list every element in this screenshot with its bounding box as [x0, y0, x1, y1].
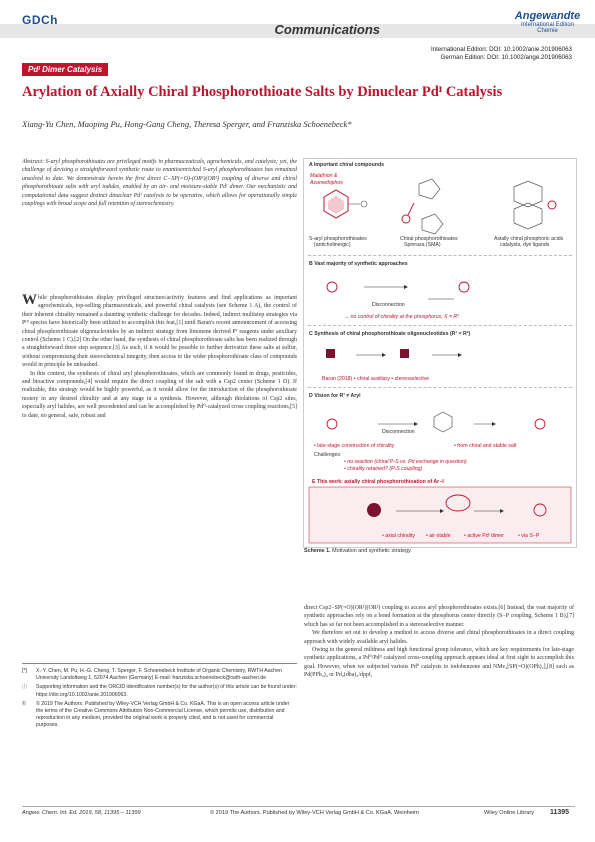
axially-chiral-catalyst-structure	[514, 181, 556, 229]
scheme-caption	[304, 548, 574, 554]
panel-b-title: B Vast majority of synthetic approaches	[309, 261, 408, 267]
panel-a-label-2: S-aryl phosphorothioates	[309, 236, 367, 242]
orcid-icon: ⓘ	[22, 684, 28, 691]
panel-c-note: Baran (2018) • chiral auxiliary • stereoselective	[322, 376, 430, 382]
logo-text: Angewandte	[514, 10, 581, 22]
footer-rule	[22, 806, 575, 807]
panel-d-title: D Vision for R¹ ≠ Aryl	[309, 393, 361, 399]
panel-d-note-4: • chirality retained? (P-S coupling)	[344, 466, 423, 472]
malathion-structure	[324, 190, 367, 218]
footnotes	[22, 668, 297, 732]
panel-d-scheme	[327, 412, 545, 432]
abstract	[22, 158, 297, 208]
paragraph-pd-approach: Owing to the general mildness and high functional group tolerance, which are key requirements for late-stage synthetic applications, a Pd⁰/Pdᴵᴵ catalyzed cross-coupling approach appears ideal at first sight to accomplish this goal. However, when we subjected various Pd⁰ catalysts to iodobenzene and NMe₄[SP(=O)(OPh)₂],[8] such as Pd(PPh₃)₄ or Pd₂(dba)₃/dppf,	[304, 647, 574, 679]
panel-b-disconnection: Disconnection	[372, 302, 405, 308]
footnote-license: © © 2019 The Authors. Published by Wiley-VCH Verlag GmbH & Co. KGaA. This is an open access article under the terms of the Creative Commons Attribution Non-Commercial License, which permits use, distribution and reproduction in any medium, provided the original work is properly cited, and is not used for commercial purposes.	[22, 700, 290, 729]
gdch-logo: GDCh	[22, 13, 58, 27]
panel-a-label-4: Chiral phosphorothioates	[400, 236, 458, 242]
scheme-drawing	[304, 159, 576, 547]
caption-text: Motivation and synthetic strategy.	[330, 548, 412, 554]
panel-a-label-6: Axially chiral phosphoric acids	[494, 236, 564, 242]
panel-e-note-0: • axial chirality	[382, 533, 415, 539]
paragraph-direct-coupling: direct Csp2−SP(=O)(OR¹)(OR²) coupling to access aryl phosphorothioates exists.[6] Instead, the vast majority of synthetic approaches rely on a bond formation at the phosphorus center directly (S−P coupling, Scheme 1 B),[7] which has so far not been accomplished in a stereoselective manner.	[304, 605, 574, 628]
caption-label: Scheme 1.	[304, 548, 331, 554]
logo-subtext: International Edition Chemie	[520, 22, 575, 34]
paragraph-goal: We therefore set out to develop a method to access diverse and chiral phosphorothioates in a direct coupling approach with widely available aryl halides.	[304, 630, 574, 645]
scheme-divider	[308, 387, 572, 388]
panel-b-scheme	[327, 282, 469, 299]
section-tag: Pdᴵ Dimer Catalysis	[22, 63, 108, 76]
panel-b-note: → no control of chirality at the phosphorus; X = R²	[344, 314, 459, 320]
panel-a-label-0: Malathion &	[310, 173, 338, 179]
copyright-icon: ©	[22, 700, 26, 707]
panel-c-scheme	[326, 349, 462, 358]
footer-library[interactable]: Wiley Online Library	[484, 810, 535, 816]
body-right-column	[304, 604, 574, 680]
article-title: Arylation of Axially Chiral Phosphorothioate Salts by Dinuclear Pdᴵ Catalysis	[22, 84, 503, 100]
scheme-divider	[308, 255, 572, 256]
journal-section: Communications	[274, 22, 380, 37]
panel-d-note-1: • from chiral and stable salt	[454, 443, 517, 449]
panel-a-label-3: (anticholinergic)	[314, 242, 351, 248]
scheme-1-figure	[303, 158, 577, 548]
paragraph-context: In this context, the synthesis of chiral aryl phosphorothioates, which are commonly found in drugs, pesticides, and bioactive compounds,[4] would require the direct coupling of the salt with a Csp2 center (Scheme 1 D). If realizable, this strategy would be highly powerful, as it would allow for the introduction of the phosphorothioate moiety in any desired chirality and at any stage in a synthesis. However, although thiolations of Csp2 sites, especially aryl halides, are well precedented and can be accomplished by Pd⁰-catalyzed cross coupling reactions,[5] to date, no general, safe, robust and	[22, 370, 297, 419]
panel-c-title: C Synthesis of chiral phosphorothioate oligonucleotides (R¹ = R²)	[309, 331, 471, 337]
angewandte-logo	[510, 10, 585, 34]
panel-e-note-2: • active Pdᴵ dimer	[464, 533, 504, 539]
panel-d-disconnection: Disconnection	[382, 429, 415, 435]
footnote-rule	[22, 663, 297, 664]
panel-e-note-3: • via S−P	[518, 533, 540, 539]
doi-international[interactable]: International Edition: DOI: 10.1002/anie.201906063	[430, 46, 572, 53]
panel-a-title: A Important chiral compounds	[309, 162, 385, 168]
paragraph-intro-text: hile phosphorothioates display privileged structure/activity features and find applications as important agrochemicals, top-selling pharmaceuticals, and powerful chiral catalysts (see Scheme 1 A), the control of their inherent chirality remained a daunting synthetic challenge for decades. Indeed, indirect multistep strategies via Pᴵᴵᴵ species have historically been utilized to accomplish this feat,[1] until Baran's recent announcement of accessing chiral phosphorothioate oligonucleotides by an indirect strategy from limonene derived Pᵛ reagents under auxiliary control (Scheme 1 C).[2] On the other hand, the synthesis of chiral phosphorothioate salts has been realized through a straightforward three step sequence.[3] As such, if it would be possible to further derivatize these salts at sulfur, without compromising their stereochemical integrity, then access to the wider phosphorothioate class of compounds would in principle be unleashed.	[22, 295, 297, 369]
panel-a-label-1: Azamethiphos	[310, 180, 343, 186]
abstract-text: Abstract: S-aryl phosphorothioates are privileged motifs in pharmaceuticals, agrochemicals, and catalysts; yet, the challenge of devising a straightforward synthetic route to enantioenriched S-aryl phosphorothioates has remained unsolved to date. We demonstrate herein the first direct C−SP(=O)-(OR¹)(OR²) coupling of diverse and chiral phosphorothioate salts with aryl iodides, enabled by an air- and moisture-stable Pdᴵ dimer. Our mechanistic and computational data suggest distinct dinuclear Pdᴵ catalysis to be operative, which allows for operationally simple couplings with broad scope and full retention of stereochemistry.	[22, 159, 297, 208]
panel-a-label-7: catalysts, dye ligands	[500, 242, 550, 248]
panel-e-title: E This work: axially chiral phosphorothioation of Ar−I	[312, 479, 444, 485]
footer-copyright: © 2019 The Authors. Published by Wiley-VCH Verlag GmbH & Co. KGaA, Weinheim	[210, 810, 419, 816]
drop-cap: W	[22, 292, 37, 308]
footnote-affiliation: [*] X.-Y. Chen, M. Pu, H.-G. Cheng, T. Sperger, F. Schoenebeck Institute of Organic Chemistry, RWTH Aachen University Landoltweg 1, 52074 Aachen (Germany) E-mail: franziska.schoenebeck@rwth-aachen.de	[22, 668, 282, 682]
scheme-divider	[308, 325, 572, 326]
panel-a-label-5: Spinraza (SMA)	[404, 242, 441, 248]
body-left-column	[22, 294, 297, 420]
spinraza-structure	[402, 179, 443, 234]
author-list: Xiang-Yu Chen, Maoping Pu, Hong-Gang Cheng, Theresa Sperger, and Franziska Schoenebeck*	[22, 119, 352, 129]
panel-d-note-2: Challenges:	[314, 452, 342, 458]
panel-d-note-0: • late-stage construction of chirality	[314, 443, 395, 449]
footer-journal: Angew. Chem. Int. Ed. 2019, 58, 11395 – 11399	[22, 810, 141, 816]
page-number: 11395	[550, 809, 570, 816]
doi-german[interactable]: German Edition: DOI: 10.1002/ange.201906063	[440, 54, 572, 61]
footnote-supporting-info[interactable]: ⓘ Supporting information and the ORCID identification number(s) for the author(s) of this article can be found under: https://doi.org/10.1002/anie.201906063.	[22, 684, 297, 698]
panel-d-note-3: • no reaction (chiral P-S vs. Pd exchange in question)	[344, 459, 467, 465]
panel-e-note-1: • air-stable	[426, 533, 451, 539]
paragraph-intro	[22, 294, 297, 370]
